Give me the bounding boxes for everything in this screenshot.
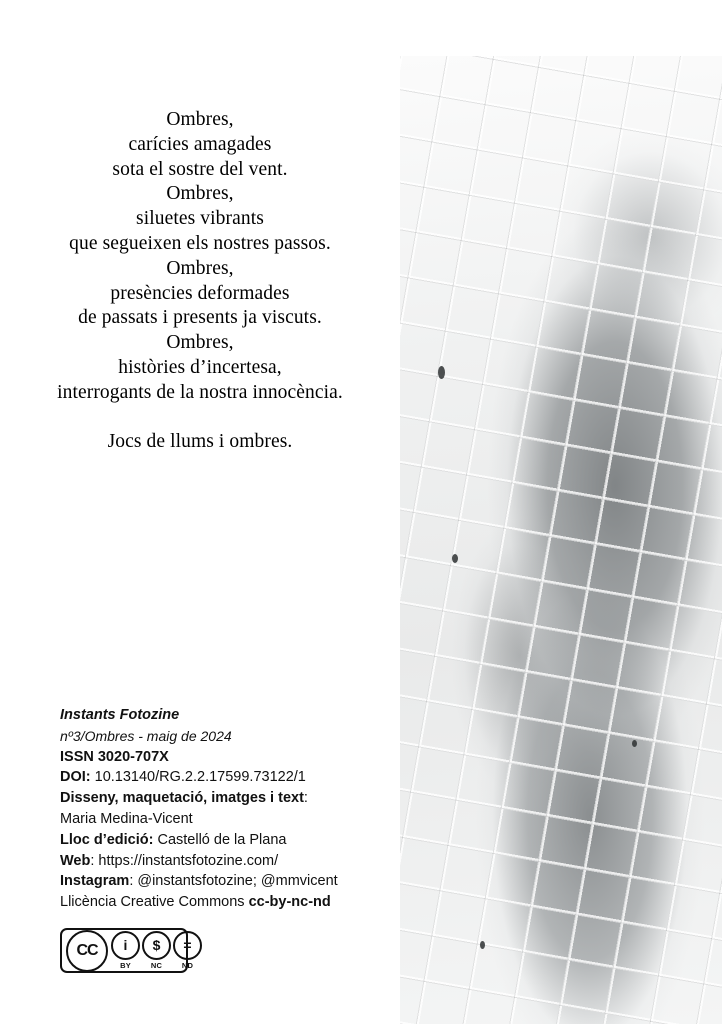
colophon-doi xyxy=(60,767,390,788)
photo-speck xyxy=(438,366,445,379)
creative-commons-badge[interactable] xyxy=(60,928,194,973)
colophon-issn-text: ISSN 3020-707X xyxy=(60,748,169,765)
colophon-issn xyxy=(60,747,390,768)
colophon-web-value[interactable]: : https://instantsfotozine.com/ xyxy=(90,852,279,869)
poem-spacer xyxy=(0,406,400,430)
poem-line: Ombres, xyxy=(166,332,234,354)
poem-line: Ombres, xyxy=(166,257,234,279)
colophon-instagram-value[interactable]: : @instantsfotozine; @mmvicent xyxy=(129,873,338,890)
colophon-place xyxy=(60,830,390,851)
poem-line: Ombres, xyxy=(166,183,234,205)
colophon-title: Instants Fotozine xyxy=(60,707,180,723)
colophon xyxy=(60,705,390,913)
poem-line: interrogants de la nostra innocència. xyxy=(57,381,343,403)
photo-speck xyxy=(632,740,637,747)
poem-line: carícies amagades xyxy=(128,133,272,155)
poem-line: de passats i presents ja viscuts. xyxy=(78,307,322,329)
colophon-credits xyxy=(60,788,390,809)
photo-speck xyxy=(480,941,485,949)
poem-line: Ombres, xyxy=(166,109,234,130)
colophon-web-label: Web xyxy=(60,852,91,869)
cc-nd-item xyxy=(173,931,202,971)
photo-tile-grid-dark xyxy=(400,56,722,1024)
cc-by-label: BY xyxy=(120,961,131,971)
photo-speck xyxy=(452,554,458,563)
colophon-license-text: Llicència Creative Commons xyxy=(60,894,249,911)
poem-line: sota el sostre del vent. xyxy=(112,158,288,180)
colophon-credits-colon: : xyxy=(303,790,308,807)
cc-nc-label: NC xyxy=(150,961,163,971)
colophon-doi-label: DOI: xyxy=(60,769,91,786)
poem xyxy=(0,108,400,454)
poem-line: siluetes vibrants xyxy=(136,208,264,230)
colophon-doi-value: 10.13140/RG.2.2.17599.73122/1 xyxy=(90,769,306,786)
cc-nd-label: ND xyxy=(181,961,194,971)
colophon-credits-name: Maria Medina-Vicent xyxy=(60,810,193,827)
colophon-web xyxy=(60,851,390,872)
poem-line: històries d’incertesa, xyxy=(118,356,282,378)
cc-by-icon: i xyxy=(111,931,140,960)
colophon-instagram xyxy=(60,871,390,892)
colophon-issue: nº3/Ombres - maig de 2024 xyxy=(60,727,232,744)
colophon-credits-label: Disseny, maquetació, imatges i text xyxy=(60,790,304,807)
colophon-place-label: Lloc d’edició: xyxy=(60,831,154,848)
colophon-license xyxy=(60,892,390,913)
cc-nc-icon: $ xyxy=(142,931,171,960)
cc-by-item xyxy=(111,931,140,971)
colophon-place-value: Castelló de la Plana xyxy=(153,831,287,848)
poem-closing-line: Jocs de llums i ombres. xyxy=(107,430,293,452)
poem-line: que segueixen els nostres passos. xyxy=(69,232,331,254)
colophon-instagram-label: Instagram xyxy=(60,873,130,890)
cc-nd-icon: = xyxy=(173,931,202,960)
colophon-license-code: cc-by-nc-nd xyxy=(248,894,331,911)
cover-photograph xyxy=(400,56,722,1024)
cc-nc-item xyxy=(142,931,171,971)
cc-icon: CC xyxy=(66,930,108,972)
poem-line: presències deformades xyxy=(110,282,290,304)
